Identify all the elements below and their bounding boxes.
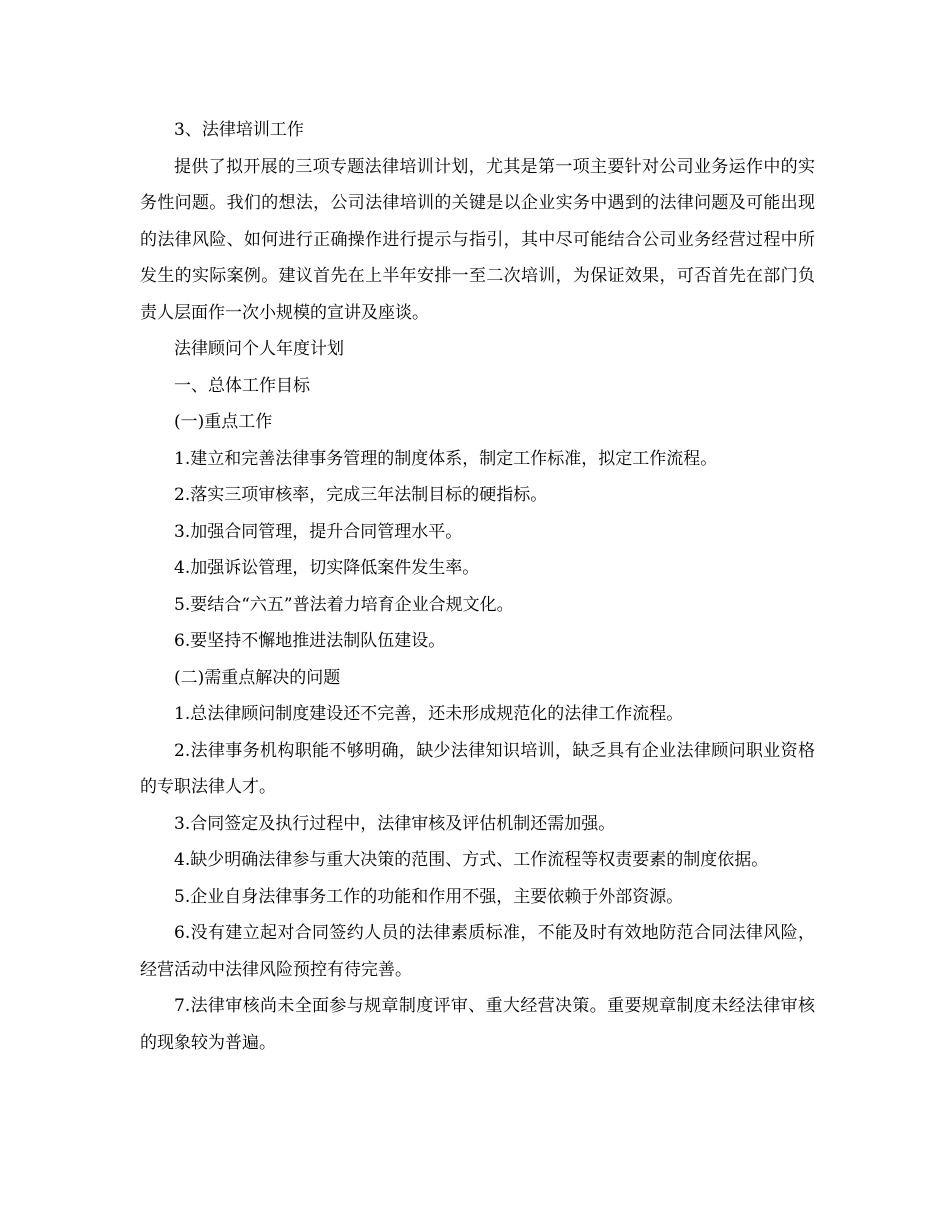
list-item-issue-6: 6.没有建立起对合同签约人员的法律素质标准，不能及时有效地防范合同法律风险，经营活动中法律风险预控有待完善。 [140, 923, 815, 980]
document-title-annual-plan: 法律顾问个人年度计划 [174, 339, 344, 359]
list-item-issue-2: 2.法律事务机构职能不够明确，缺少法律知识培训，缺乏具有企业法律顾问职业资格的专职法律人才。 [140, 740, 815, 797]
list-item-key-work-3: 3.加强合同管理，提升合同管理水平。 [174, 521, 463, 542]
section-heading-legal-training: 3、法律培训工作 [174, 120, 304, 140]
list-item-key-work-4: 4.加强诉讼管理，切实降低案件发生率。 [174, 558, 480, 578]
section-heading-overall-goals: 一、总体工作目标 [174, 375, 310, 396]
list-item-issue-4: 4.缺少明确法律参与重大决策的范围、方式、工作流程等权责要素的制度依据。 [174, 850, 769, 870]
paragraph-training-plan: 提供了拟开展的三项专题法律培训计划，尤其是第一项主要针对公司业务运作中的实务性问题。我们的想法，公司法律培训的关键是以企业实务中遇到的法律问题及可能出现的法律风险、如何进行正确操作进行提示与指引，其中尽可能结合公司业务经营过程中所发生的实际案例。建议首先在上半年安排一至二次培训，为保证效果，可否首先在部门负责人层面作一次小规模的宣讲及座谈。 [140, 156, 815, 323]
list-item-issue-5: 5.企业自身法律事务工作的功能和作用不强，主要依赖于外部资源。 [174, 886, 684, 907]
list-item-issue-3: 3.合同签定及执行过程中，法律审核及评估机制还需加强。 [174, 813, 616, 834]
subsection-heading-issues: (二)需重点解决的问题 [174, 667, 341, 688]
list-item-issue-7: 7.法律审核尚未全面参与规章制度评审、重大经营决策。重要规章制度未经法律审核的现象较为普遍。 [140, 996, 815, 1053]
list-item-key-work-2: 2.落实三项审核率，完成三年法制目标的硬指标。 [174, 485, 548, 505]
list-item-key-work-1: 1.建立和完善法律事务管理的制度体系，制定工作标准，拟定工作流程。 [174, 448, 718, 469]
list-item-key-work-5: 5.要结合“六五”普法着力培育企业合规文化。 [174, 594, 514, 615]
subsection-heading-key-work: (一)重点工作 [174, 412, 273, 432]
document-body [140, 112, 815, 1061]
list-item-key-work-6: 6.要坚持不懈地推进法制队伍建设。 [174, 631, 446, 651]
list-item-issue-1: 1.总法律顾问制度建设还不完善，还未形成规范化的法律工作流程。 [174, 704, 684, 724]
